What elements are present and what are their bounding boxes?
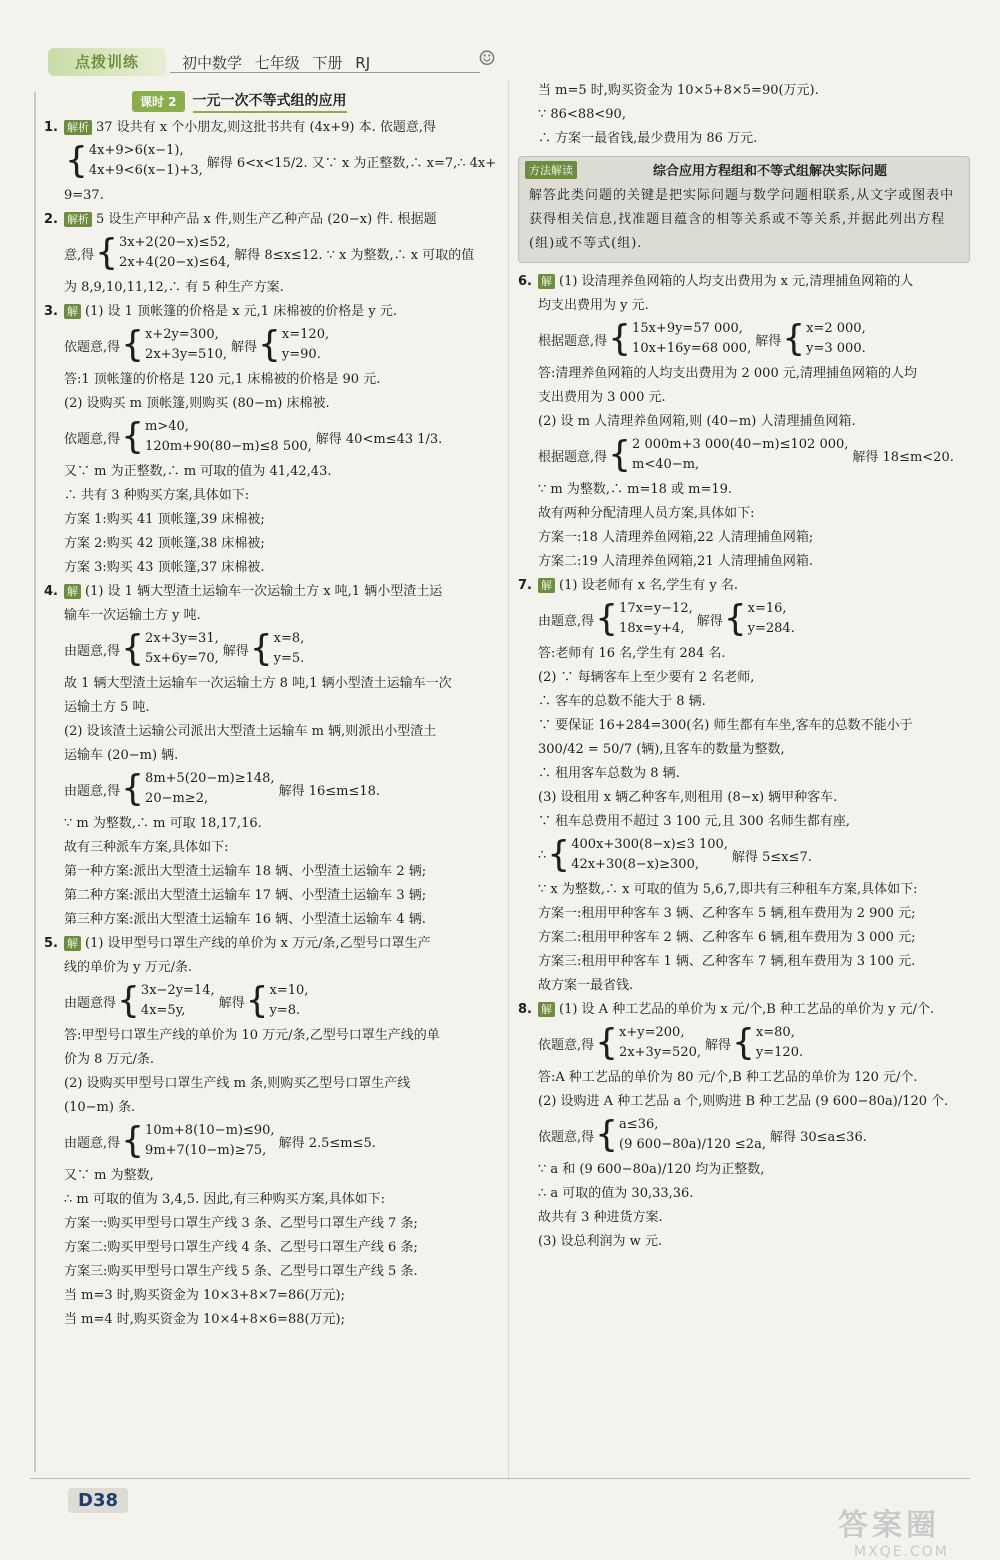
line-text: 方案一:18 人清理养鱼网箱,22 人清理捕鱼网箱;: [538, 530, 814, 545]
equation: 5x+6y=70,: [145, 651, 219, 666]
system-prefix: 由题意,得: [64, 643, 121, 659]
system-equations: [145, 1121, 275, 1161]
text-line: [44, 1285, 500, 1307]
text-line: [44, 1213, 500, 1235]
system-prefix: 依题意,得: [538, 1129, 595, 1145]
equation: y=90.: [281, 347, 321, 362]
equation: 2x+3y=520,: [619, 1045, 701, 1060]
text-line: [44, 185, 500, 207]
line-text: ∵ m 为整数,∴ m 可取 18,17,16.: [64, 816, 262, 831]
equation-system: [538, 1023, 970, 1063]
text-line: [518, 575, 970, 597]
answer-tag: 解: [64, 936, 81, 951]
method-header: [519, 157, 969, 182]
line-text: 故有三种派车方案,具体如下:: [64, 840, 229, 855]
line-text: 当 m=3 时,购买资金为 10×3+8×7=86(万元);: [64, 1288, 346, 1303]
lesson-tag: 课时 2: [132, 91, 185, 112]
text-line: [44, 813, 500, 835]
watermark: [838, 1500, 988, 1558]
left-brace-icon: {: [595, 598, 619, 639]
text-line: [518, 927, 970, 949]
line-text: 方案 1:购买 41 顶帐篷,39 床棉被;: [64, 512, 265, 527]
system-equations: [145, 629, 219, 669]
equation-system: [538, 599, 970, 639]
line-text: 又∵ m 为正整数,∴ m 可取的值为 41,42,43.: [64, 464, 332, 479]
line-text: 故方案一最省钱.: [538, 978, 634, 993]
equation: 42x+30(8−x)≥300,: [571, 857, 699, 872]
system-prefix: 由题意,得: [538, 613, 595, 629]
line-text: 运输土方 5 吨.: [64, 700, 150, 715]
text-line: [518, 787, 970, 809]
system-equations: [619, 1115, 766, 1155]
line-text: 当 m=4 时,购买资金为 10×4+8×6=88(万元);: [64, 1312, 346, 1327]
text-line: [518, 715, 970, 737]
left-brace-icon: {: [121, 628, 145, 669]
question-number: 8.: [518, 1002, 532, 1017]
line-text: ∵ 租车总费用不超过 3 100 元,且 300 名师生都有座,: [538, 814, 850, 829]
system-text: 解得 2.5≤m≤5.: [278, 1135, 376, 1151]
text-line: [44, 1025, 500, 1047]
text-line: [518, 1091, 970, 1113]
text-line: [518, 527, 970, 549]
watermark-main: 答案圈: [838, 1508, 940, 1543]
equation-system: [64, 1121, 500, 1161]
question-number: 2.: [44, 212, 58, 227]
system-prefix: 意,得: [64, 247, 95, 263]
line-text: (1) 设 A 种工艺品的单价为 x 元/个,B 种工艺品的单价为 y 元/个.: [559, 1002, 935, 1017]
system-prefix: 依题意,得: [64, 431, 121, 447]
left-column: [44, 88, 500, 1333]
line-text: 答:老师有 16 名,学生有 284 名.: [538, 646, 726, 661]
equation: 3x+2(20−x)≤52,: [119, 235, 231, 250]
system-text: 解得: [755, 333, 782, 349]
equation-system: [64, 141, 500, 181]
text-line: [518, 691, 970, 713]
left-brace-icon: {: [121, 1120, 145, 1161]
left-brace-icon: {: [595, 1022, 619, 1063]
equation: y=120.: [755, 1045, 804, 1060]
line-text: 第三种方案:派出大型渣土运输车 16 辆、小型渣土运输车 4 辆.: [64, 912, 426, 927]
lesson-title: 一元一次不等式组的应用: [193, 90, 347, 113]
left-answers: [44, 117, 500, 1331]
equation: 10m+8(10−m)≤90,: [145, 1123, 275, 1138]
series-logo: 点拨训练: [48, 48, 166, 76]
text-line: [44, 909, 500, 931]
line-text: ∴ a 可取的值为 30,33,36.: [538, 1186, 694, 1201]
line-text: 又∵ m 为整数,: [64, 1168, 154, 1183]
line-text: (3) 设租用 x 辆乙种客车,则租用 (8−x) 辆甲种客车.: [538, 790, 838, 805]
line-text: (10−m) 条.: [64, 1100, 136, 1115]
text-line: [44, 1073, 500, 1095]
equation-system: [64, 629, 500, 669]
text-line: [518, 503, 970, 525]
text-line: [44, 721, 500, 743]
left-brace-icon: {: [723, 598, 747, 639]
question-number: 5.: [44, 936, 58, 951]
left-brace-icon: {: [595, 1114, 619, 1155]
system-prefix: ∴: [538, 847, 547, 863]
text-line: [44, 1165, 500, 1187]
text-line: [518, 479, 970, 501]
equation: a≤36,: [619, 1117, 659, 1132]
left-brace-icon: {: [258, 324, 281, 365]
system-prefix: 根据题意,得: [538, 449, 608, 465]
text-line: [518, 1159, 970, 1181]
solution-equations: [270, 981, 309, 1021]
system-prefix: 由题意,得: [64, 783, 121, 799]
equation-system: [64, 233, 500, 273]
text-line: [518, 999, 970, 1021]
cartoon-icon: ☺: [478, 46, 496, 70]
line-text: ∵ x 为整数,∴ x 可取的值为 5,6,7,即共有三种租车方案,具体如下:: [538, 882, 918, 897]
line-text: 故共有 3 种进货方案.: [538, 1210, 663, 1225]
text-line: [44, 533, 500, 555]
text-line: [518, 975, 970, 997]
line-text: 300/42 = 50/7 (辆),且客车的数量为整数,: [538, 742, 785, 757]
line-text: 运输车 (20−m) 辆.: [64, 748, 179, 763]
line-text: (1) 设老师有 x 名,学生有 y 名.: [559, 578, 739, 593]
equation-system: [64, 325, 500, 365]
line-text: (1) 设清理养鱼网箱的人均支出费用为 x 元,清理捕鱼网箱的人: [559, 274, 914, 289]
answer-tag: 解析: [64, 212, 92, 227]
equation: y=8.: [269, 1003, 301, 1018]
line-text: (1) 设 1 辆大型渣土运输车一次运输土方 x 吨,1 辆小型渣土运: [85, 584, 443, 599]
system-equations: [571, 835, 728, 875]
system-text: 解得: [696, 613, 723, 629]
line-text: 为 8,9,10,11,12,∴ 有 5 种生产方案.: [64, 280, 284, 295]
line-text: ∵ 要保证 16+284=300(名) 师生都有车坐,客车的总数不能小于: [538, 718, 913, 733]
text-line: [44, 745, 500, 767]
equation-system: [538, 1115, 970, 1155]
equation: m<40−m,: [632, 457, 700, 472]
solution-equations: [756, 1023, 803, 1063]
text-line: [518, 363, 970, 385]
line-text: ∴ 方案一最省钱,最少费用为 86 万元.: [538, 131, 758, 146]
text-line: [44, 581, 500, 603]
solution-equations: [274, 629, 305, 669]
equation: 9m+7(10−m)≥75,: [145, 1143, 267, 1158]
line-text: (2) 设购买甲型号口罩生产线 m 条,则购买乙型号口罩生产线: [64, 1076, 411, 1091]
system-text: 解得 30≤a≤36.: [769, 1129, 867, 1145]
text-line: [44, 1189, 500, 1211]
footer-rule: [30, 1478, 970, 1479]
answer-tag: 解析: [64, 120, 92, 135]
text-line: [44, 837, 500, 859]
equation: 2x+4(20−x)≤64,: [119, 255, 231, 270]
line-text: 第二种方案:派出大型渣土运输车 17 辆、小型渣土运输车 3 辆;: [64, 888, 427, 903]
equation: 8m+5(20−m)≥148,: [145, 771, 275, 786]
equation: 2x+3y=31,: [145, 631, 219, 646]
header-rule: [170, 72, 480, 73]
left-brace-icon: {: [117, 980, 140, 1021]
equation: 2x+3y=510,: [145, 347, 227, 362]
text-line: [518, 879, 970, 901]
text-line: [44, 369, 500, 391]
equation: x+y=200,: [619, 1025, 685, 1040]
line-text: 支出费用为 3 000 元.: [538, 390, 666, 405]
line-text: 方案二:租用甲种客车 2 辆、乙种客车 6 辆,租车费用为 3 000 元;: [538, 930, 916, 945]
text-line: [518, 763, 970, 785]
line-text: 方案 2:购买 42 顶帐篷,38 床棉被;: [64, 536, 265, 551]
line-text: ∴ 租用客车总数为 8 辆.: [538, 766, 680, 781]
text-line: [44, 461, 500, 483]
system-text: 解得 16≤m≤18.: [278, 783, 381, 799]
line-text: 5 设生产甲种产品 x 件,则生产乙种产品 (20−x) 件. 根据题: [96, 212, 437, 227]
equation: 18x=y+4,: [619, 621, 685, 636]
equation: m>40,: [145, 419, 189, 434]
system-text: 解得 6<x<15/2. 又∵ x 为正整数,∴ x=7,∴ 4x+: [206, 155, 497, 171]
lesson-heading: [132, 90, 500, 113]
equation: 120m+90(80−m)≤8 500,: [145, 439, 312, 454]
text-line: [44, 957, 500, 979]
equation: x=2 000,: [806, 321, 866, 336]
system-equations: [145, 417, 312, 457]
left-brace-icon: {: [121, 416, 145, 457]
answer-tag: 解: [538, 1002, 555, 1017]
system-equations: [619, 599, 693, 639]
line-text: ∴ 客车的总数不能大于 8 辆.: [538, 694, 706, 709]
book-title: 初中数学 七年级 下册 RJ: [182, 54, 371, 72]
line-text: (2) 设购进 A 种工艺品 a 个,则购进 B 种工艺品 (9 600−80a)/120 个.: [538, 1094, 949, 1109]
text-line: [44, 117, 500, 139]
margin-line: [34, 92, 36, 1472]
text-line: [44, 277, 500, 299]
equation-system: [64, 769, 500, 809]
text-line: [518, 1231, 970, 1253]
equation: y=5.: [273, 651, 305, 666]
text-line: [518, 643, 970, 665]
line-text: 方案二:购买甲型号口罩生产线 4 条、乙型号口罩生产线 6 条;: [64, 1240, 418, 1255]
system-equations: [89, 141, 203, 181]
line-text: ∴ 共有 3 种购买方案,具体如下:: [64, 488, 250, 503]
text-line: [518, 811, 970, 833]
text-line: [518, 104, 970, 126]
left-brace-icon: {: [121, 768, 145, 809]
text-line: [44, 301, 500, 323]
text-line: [44, 1049, 500, 1071]
system-text: 解得 18≤m<20.: [852, 449, 954, 465]
equation-system: [538, 835, 970, 875]
equation: 3x−2y=14,: [140, 983, 215, 998]
line-text: ∴ m 可取的值为 3,4,5. 因此,有三种购买方案,具体如下:: [64, 1192, 385, 1207]
text-line: [518, 387, 970, 409]
equation: 400x+300(8−x)≤3 100,: [571, 837, 728, 852]
equation: x=10,: [269, 983, 309, 998]
line-text: (1) 设甲型号口罩生产线的单价为 x 万元/条,乙型号口罩生产: [85, 936, 431, 951]
line-text: 方案二:19 人清理养鱼网箱,21 人清理捕鱼网箱.: [538, 554, 813, 569]
equation: 10x+16y=68 000,: [632, 341, 752, 356]
system-equations: [119, 233, 230, 273]
left-brace-icon: {: [121, 324, 145, 365]
system-equations: [632, 435, 848, 475]
answer-tag: 解: [64, 304, 81, 319]
left-brace-icon: {: [608, 434, 632, 475]
text-line: [518, 271, 970, 293]
left-brace-icon: {: [249, 628, 273, 669]
equation: x=8,: [273, 631, 305, 646]
line-text: (1) 设 1 顶帐篷的价格是 x 元,1 床棉被的价格是 y 元.: [85, 304, 397, 319]
line-text: 当 m=5 时,购买资金为 10×5+8×5=90(万元).: [538, 83, 819, 98]
system-text: 解得: [231, 339, 258, 355]
line-text: 方案三:租用甲种客车 1 辆、乙种客车 7 辆,租车费用为 3 100 元.: [538, 954, 916, 969]
method-text: 解答此类问题的关键是把实际问题与数学问题相联系,从文字或图表中获得相关信息,找准题目蕴含的相等关系或不等关系,并据此列出方程(组)或不等式(组).: [529, 188, 955, 251]
question-number: 7.: [518, 578, 532, 593]
text-line: [518, 739, 970, 761]
text-line: [44, 673, 500, 695]
text-line: [44, 605, 500, 627]
line-text: 答:甲型号口罩生产线的单价为 10 万元/条,乙型号口罩生产线的单: [64, 1028, 440, 1043]
line-text: 第一种方案:派出大型渣土运输车 18 辆、小型渣土运输车 2 辆;: [64, 864, 427, 879]
left-brace-icon: {: [245, 980, 269, 1021]
line-text: ∵ m 为整数,∴ m=18 或 m=19.: [538, 482, 733, 497]
equation: x=80,: [755, 1025, 795, 1040]
text-line: [44, 209, 500, 231]
answer-tag: 解: [538, 274, 555, 289]
system-text: 解得 40<m≤43 1/3.: [315, 431, 443, 447]
equation: 17x=y−12,: [619, 601, 693, 616]
system-equations: [141, 981, 215, 1021]
equation: 2 000m+3 000(40−m)≤102 000,: [632, 437, 849, 452]
equation: y=284.: [747, 621, 795, 636]
line-text: (2) 设 m 人清理养鱼网箱,则 (40−m) 人清理捕鱼网箱.: [538, 414, 856, 429]
text-line: [518, 951, 970, 973]
equation: 20−m≥2,: [145, 791, 209, 806]
text-line: [44, 1097, 500, 1119]
text-line: [44, 1309, 500, 1331]
question-number: 6.: [518, 274, 532, 289]
line-text: (2) ∵ 每辆客车上至少要有 2 名老师,: [538, 670, 755, 685]
system-prefix: 依题意,得: [64, 339, 121, 355]
text-line: [518, 1067, 970, 1089]
line-text: 方案一:购买甲型号口罩生产线 3 条、乙型号口罩生产线 7 条;: [64, 1216, 418, 1231]
question-number: 1.: [44, 120, 58, 135]
column-divider: [508, 80, 509, 1480]
text-line: [518, 80, 970, 102]
line-text: ∵ a 和 (9 600−80a)/120 均为正整数,: [538, 1162, 765, 1177]
left-brace-icon: {: [608, 318, 632, 359]
method-title: 综合应用方程组和不等式组解决实际问题: [652, 164, 887, 179]
solution-equations: [806, 319, 866, 359]
text-line: [44, 697, 500, 719]
equation-system: [538, 435, 970, 475]
solution-equations: [282, 325, 329, 365]
line-text: 故 1 辆大型渣土运输车一次运输土方 8 吨,1 辆小型渣土运输车一次: [64, 676, 452, 691]
line-text: 输车一次运输土方 y 吨.: [64, 608, 201, 623]
equation: 15x+9y=57 000,: [632, 321, 743, 336]
line-text: 均支出费用为 y 元.: [538, 298, 649, 313]
equation: (9 600−80a)/120 ≤2a,: [619, 1137, 766, 1152]
system-equations: [619, 1023, 701, 1063]
system-equations: [145, 769, 275, 809]
text-line: [44, 1237, 500, 1259]
question-number: 4.: [44, 584, 58, 599]
line-text: 9=37.: [64, 188, 104, 203]
text-line: [518, 903, 970, 925]
equation: 4x=5y,: [140, 1003, 186, 1018]
text-line: [44, 885, 500, 907]
text-line: [518, 1207, 970, 1229]
system-text: 解得: [218, 995, 245, 1011]
text-line: [44, 1261, 500, 1283]
system-text: 解得 8≤x≤12. ∵ x 为整数,∴ x 可取的值: [234, 247, 475, 263]
line-text: 答:A 种工艺品的单价为 80 元/个,B 种工艺品的单价为 120 元/个.: [538, 1070, 918, 1085]
system-text: 解得 5≤x≤7.: [731, 849, 812, 865]
system-prefix: 依题意,得: [538, 1037, 595, 1053]
line-text: 线的单价为 y 万元/条.: [64, 960, 193, 975]
equation: 4x+9<6(x−1)+3,: [88, 163, 203, 178]
text-line: [518, 411, 970, 433]
equation-system: [538, 319, 970, 359]
system-equations: [145, 325, 227, 365]
left-brace-icon: {: [547, 834, 571, 875]
equation: x=120,: [281, 327, 330, 342]
left-brace-icon: {: [732, 1022, 755, 1063]
equation-system: [64, 417, 500, 457]
system-prefix: 由题意得: [64, 995, 117, 1011]
line-text: 方案一:租用甲种客车 3 辆、乙种客车 5 辆,租车费用为 2 900 元;: [538, 906, 916, 921]
equation: x=16,: [747, 601, 787, 616]
text-line: [44, 933, 500, 955]
system-text: 解得: [222, 643, 249, 659]
line-text: 答:1 顶帐篷的价格是 120 元,1 床棉被的价格是 90 元.: [64, 372, 381, 387]
method-box: [518, 156, 970, 263]
text-line: [518, 667, 970, 689]
system-prefix: 由题意,得: [64, 1135, 121, 1151]
left-brace-icon: {: [95, 232, 119, 273]
line-text: 37 设共有 x 个小朋友,则这批书共有 (4x+9) 本. 依题意,得: [96, 120, 436, 135]
watermark-sub: MXQE.COM: [854, 1544, 949, 1560]
text-line: [518, 1183, 970, 1205]
method-tag: 方法解读: [525, 161, 577, 179]
page-number: D38: [68, 1488, 128, 1513]
answer-tag: 解: [64, 584, 81, 599]
line-text: 方案三:购买甲型号口罩生产线 5 条、乙型号口罩生产线 5 条.: [64, 1264, 418, 1279]
solution-equations: [748, 599, 795, 639]
answer-tag: 解: [538, 578, 555, 593]
equation-system: [64, 981, 500, 1021]
text-line: [44, 861, 500, 883]
equation: 4x+9>6(x−1),: [88, 143, 184, 158]
equation: x+2y=300,: [145, 327, 219, 342]
text-line: [518, 295, 970, 317]
left-brace-icon: {: [782, 318, 806, 359]
line-text: (2) 设该渣土运输公司派出大型渣土运输车 m 辆,则派出小型渣土: [64, 724, 437, 739]
line-text: 故有两种分配清理人员方案,具体如下:: [538, 506, 755, 521]
text-line: [44, 557, 500, 579]
text-line: [44, 393, 500, 415]
text-line: [44, 509, 500, 531]
line-text: 价为 8 万元/条.: [64, 1052, 155, 1067]
question-number: 3.: [44, 304, 58, 319]
system-prefix: 根据题意,得: [538, 333, 608, 349]
right-answers: [518, 80, 970, 1253]
line-text: 答:清理养鱼网箱的人均支出费用为 2 000 元,清理捕鱼网箱的人均: [538, 366, 917, 381]
left-brace-icon: {: [65, 140, 88, 181]
equation: y=3 000.: [806, 341, 866, 356]
line-text: ∵ 86<88<90,: [538, 107, 626, 122]
line-text: (3) 设总利润为 w 元.: [538, 1234, 663, 1249]
system-equations: [632, 319, 751, 359]
text-line: [44, 485, 500, 507]
text-line: [518, 128, 970, 150]
text-line: [518, 551, 970, 573]
right-column: [518, 80, 970, 1255]
line-text: (2) 设购买 m 顶帐篷,则购买 (80−m) 床棉被.: [64, 396, 330, 411]
system-text: 解得: [705, 1037, 732, 1053]
line-text: 方案 3:购买 43 顶帐篷,37 床棉被.: [64, 560, 265, 575]
